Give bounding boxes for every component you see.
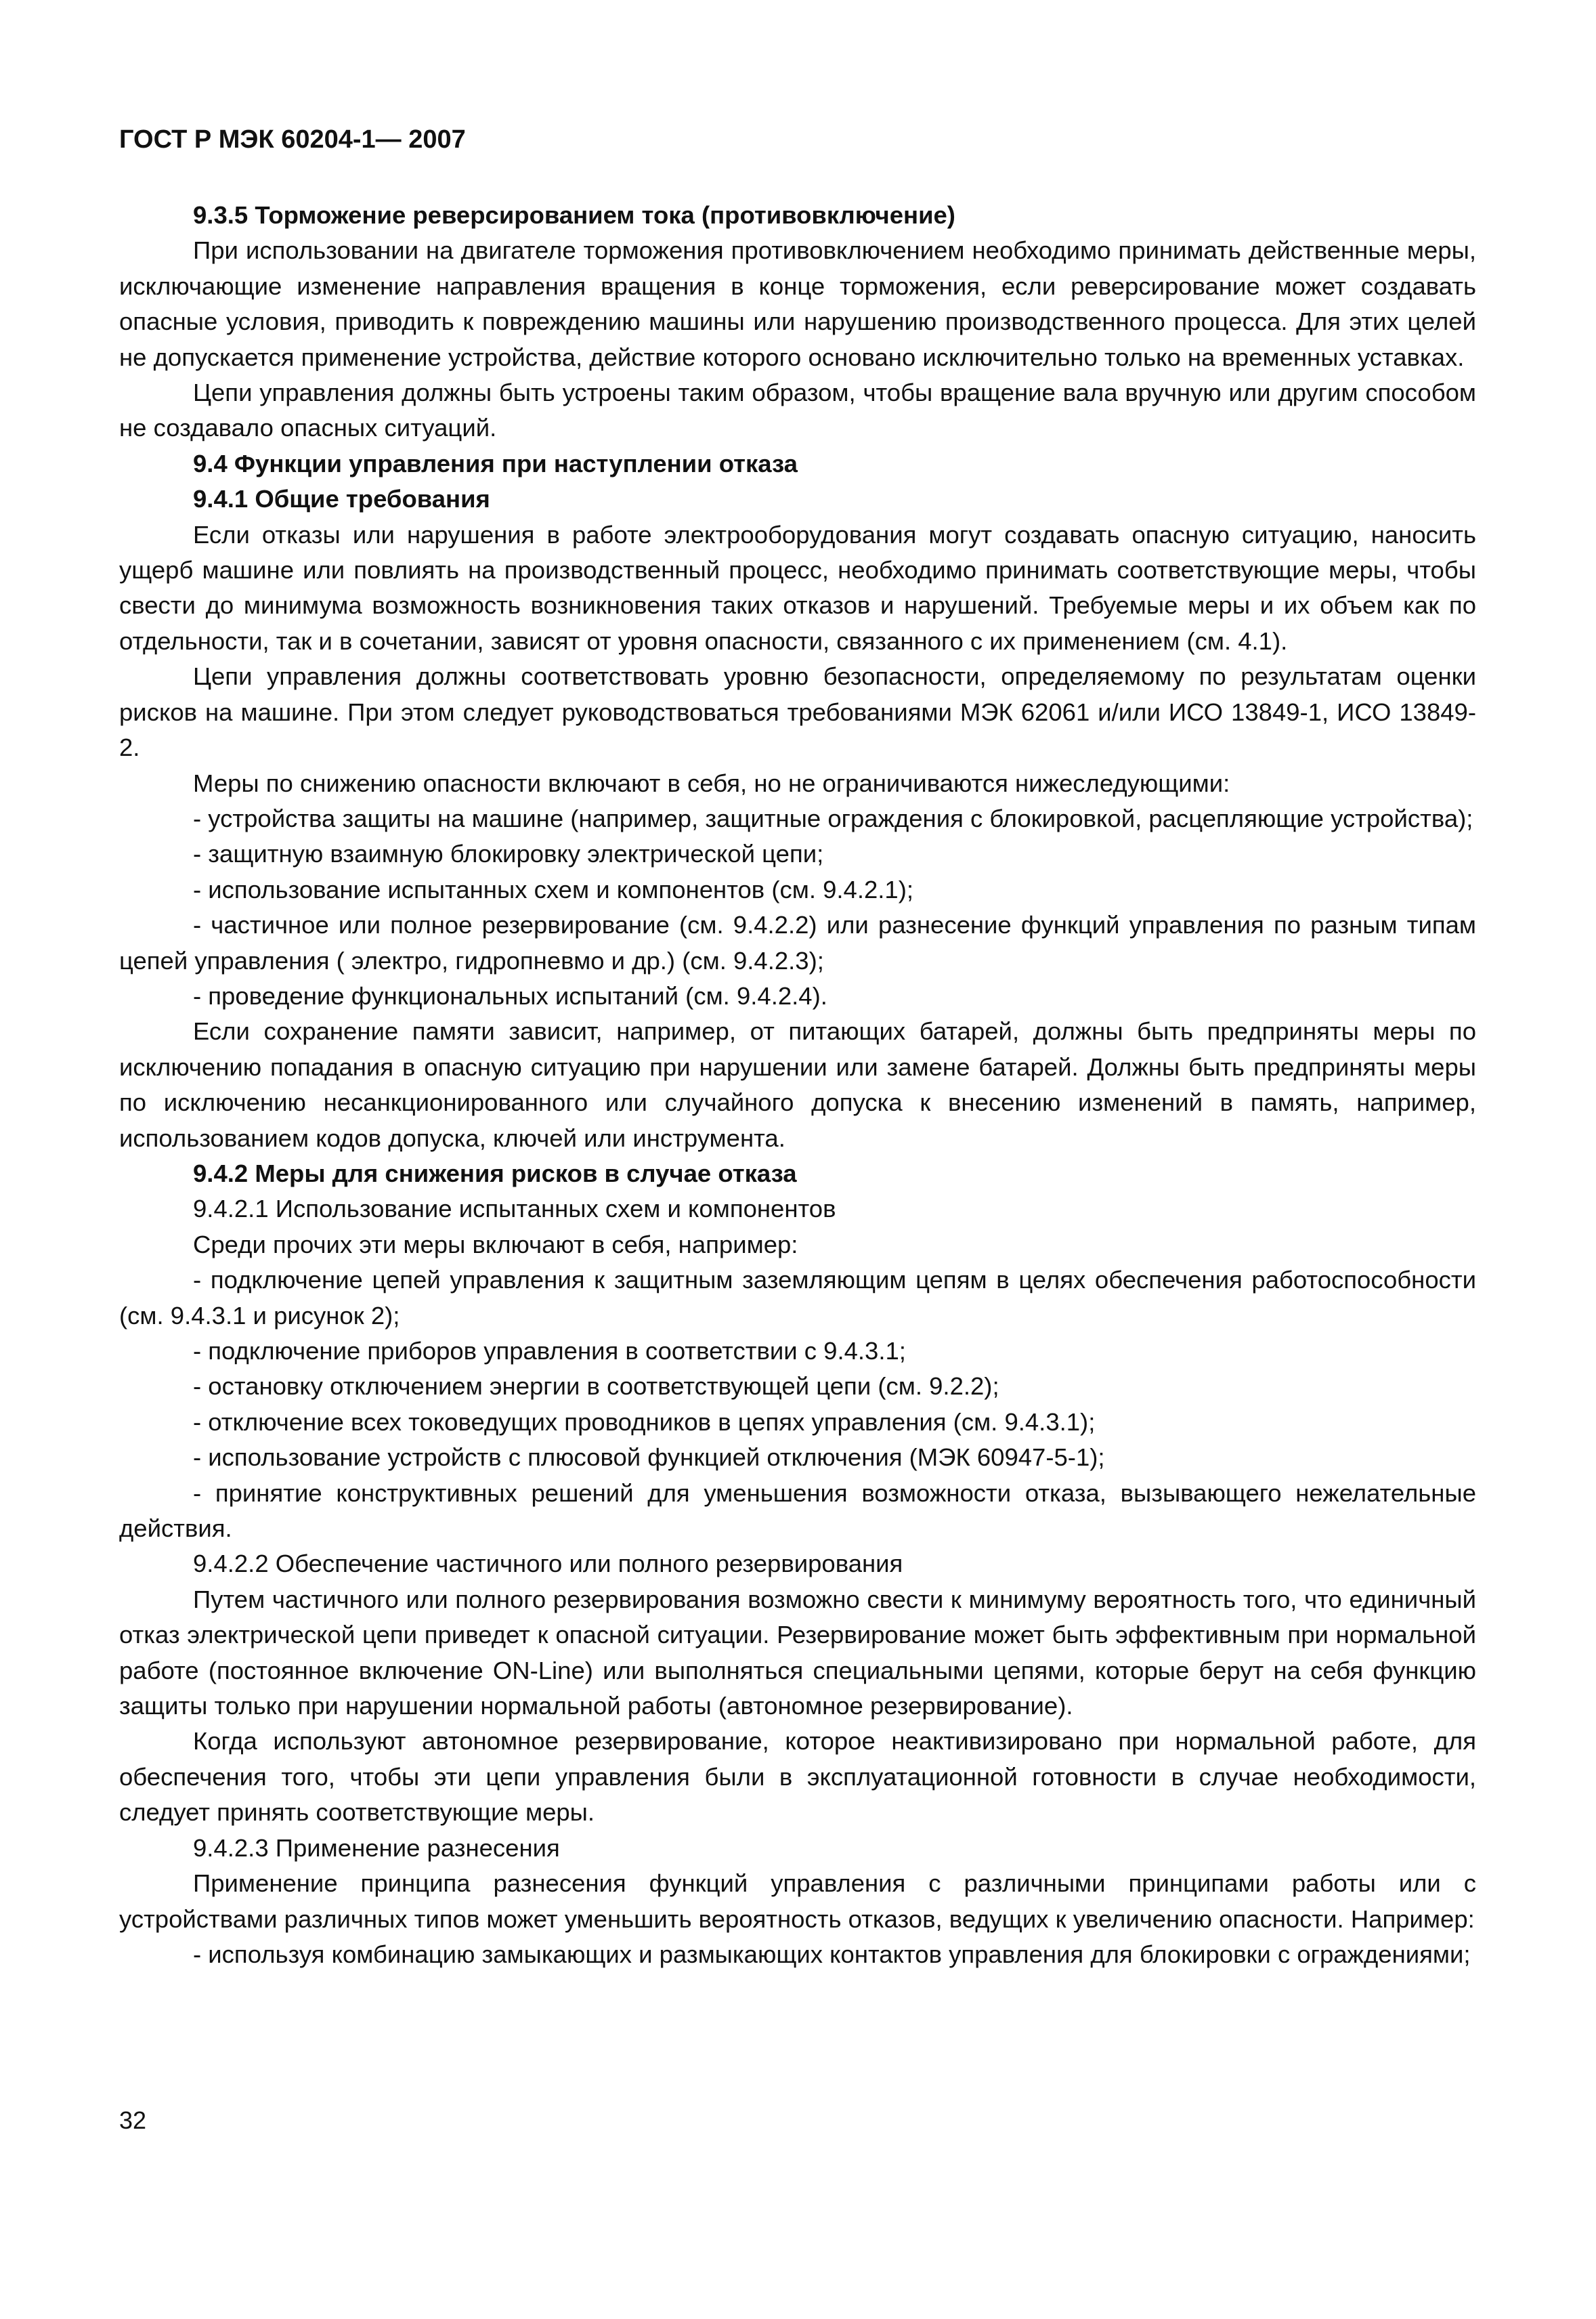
paragraph: Цепи управления должны быть устроены таким образом, чтобы вращение вала вручную или другим способом не создавало опасных ситуаций. [119, 379, 1476, 442]
list-item: - остановку отключением энергии в соответствующей цепи (см. 9.2.2); [193, 1372, 999, 1401]
document-body [119, 198, 1476, 1972]
list-item: - защитную взаимную блокировку электрической цепи; [193, 840, 824, 868]
list-item: - отключение всех токоведущих проводников в цепях управления (см. 9.4.3.1); [193, 1407, 1096, 1436]
paragraph: Меры по снижению опасности включают в себя, но не ограничиваются нижеследующими: [193, 769, 1230, 797]
paragraph: Если сохранение памяти зависит, например, от питающих батарей, должны быть предприняты меры по исключению попадания в опасную ситуацию при нарушении или замене батарей. Должны быть предприняты меры по исключению несанкционированного или случайного допуска к внесению изменений в память, например, использованием кодов допуска, ключей или инструмента. [119, 1017, 1476, 1152]
section-heading: 9.4 Функции управления при наступлении отказа [193, 449, 798, 477]
list-item: - устройства защиты на машине (например, защитные ограждения с блокировкой, расцепляющие устройства); [193, 804, 1473, 832]
list-item: - проведение функциональных испытаний (см. 9.4.2.4). [193, 981, 827, 1010]
list-item: - принятие конструктивных решений для уменьшения возможности отказа, вызывающего нежелательные действия. [119, 1478, 1476, 1543]
list-item: - используя комбинацию замыкающих и размыкающих контактов управления для блокировки с ограждениями; [193, 1940, 1471, 1968]
list-item: - использование испытанных схем и компонентов (см. 9.4.2.1); [193, 875, 914, 903]
list-item: - подключение цепей управления к защитным заземляющим цепям в целях обеспечения работоспособности (см. 9.4.3.1 и рисунок 2); [119, 1266, 1476, 1329]
paragraph: Применение принципа разнесения функций управления с различными принципами работы или с устройствами различных типов может уменьшить вероятность отказов, ведущих к увеличению опасности. Например: [119, 1869, 1476, 1933]
page-number: 32 [119, 2106, 147, 2134]
section-heading: 9.4.2 Меры для снижения рисков в случае отказа [193, 1159, 797, 1187]
paragraph: Когда используют автономное резервирование, которое неактивизировано при нормальной работе, для обеспечения того, чтобы эти цепи управления были в эксплуатационной готовности в случае необходимости, следует принять соответствующие меры. [119, 1727, 1476, 1827]
subsection-title: 9.4.2.3 Применение разнесения [193, 1833, 560, 1862]
document-header: ГОСТ Р МЭК 60204-1— 2007 [119, 125, 466, 154]
paragraph: Среди прочих эти меры включают в себя, например: [193, 1230, 798, 1258]
list-item: - подключение приборов управления в соответствии с 9.4.3.1; [193, 1337, 906, 1365]
paragraph: Если отказы или нарушения в работе электрооборудования могут создавать опасную ситуацию, наносить ущерб машине или повлиять на производственный процесс, необходимо принимать соответствующие меры, чтобы свести до минимума возможность возникновения таких отказов и нарушений. Требуемые меры и их объем как по отдельности, так и в сочетании, зависят от уровня опасности, связанного с их применением (см. 4.1). [119, 520, 1476, 655]
paragraph: Путем частичного или полного резервирования возможно свести к минимуму вероятность того, что единичный отказ электрической цепи приведет к опасной ситуации. Резервирование может быть эффективным при нормальной работе (постоянное включение ON-Line) или выполняться специальными цепями, которые берут на себя функцию защиты только при нарушении нормальной работы (автономное резервирование). [119, 1585, 1476, 1720]
list-item: - использование устройств с плюсовой функцией отключения (МЭК 60947-5-1); [193, 1443, 1105, 1472]
list-item: - частичное или полное резервирование (см. 9.4.2.2) или разнесение функций управления по разным типам цепей управления ( электро, гидропневмо и др.) (см. 9.4.2.3); [119, 911, 1476, 975]
paragraph: Цепи управления должны соответствовать уровню безопасности, определяемому по результатам оценки рисков на машине. При этом следует руководствоваться требованиями МЭК 62061 и/или ИСО 13849-1, ИСО 13849-2. [119, 662, 1476, 762]
paragraph: При использовании на двигателе торможения противовключением необходимо принимать действенные меры, исключающие изменение направления вращения в конце торможения, если реверсирование может создавать опасные условия, приводить к повреждению машины или нарушению производственного процесса. Для этих целей не допускается применение устройства, действие которого основано исключительно только на временных уставках. [119, 236, 1476, 371]
subsection-title: 9.4.2.2 Обеспечение частичного или полного резервирования [193, 1550, 903, 1578]
subsection-title: 9.4.2.1 Использование испытанных схем и компонентов [193, 1195, 836, 1223]
section-heading: 9.4.1 Общие требования [193, 485, 490, 513]
section-heading: 9.3.5 Торможение реверсированием тока (противовключение) [193, 201, 955, 229]
